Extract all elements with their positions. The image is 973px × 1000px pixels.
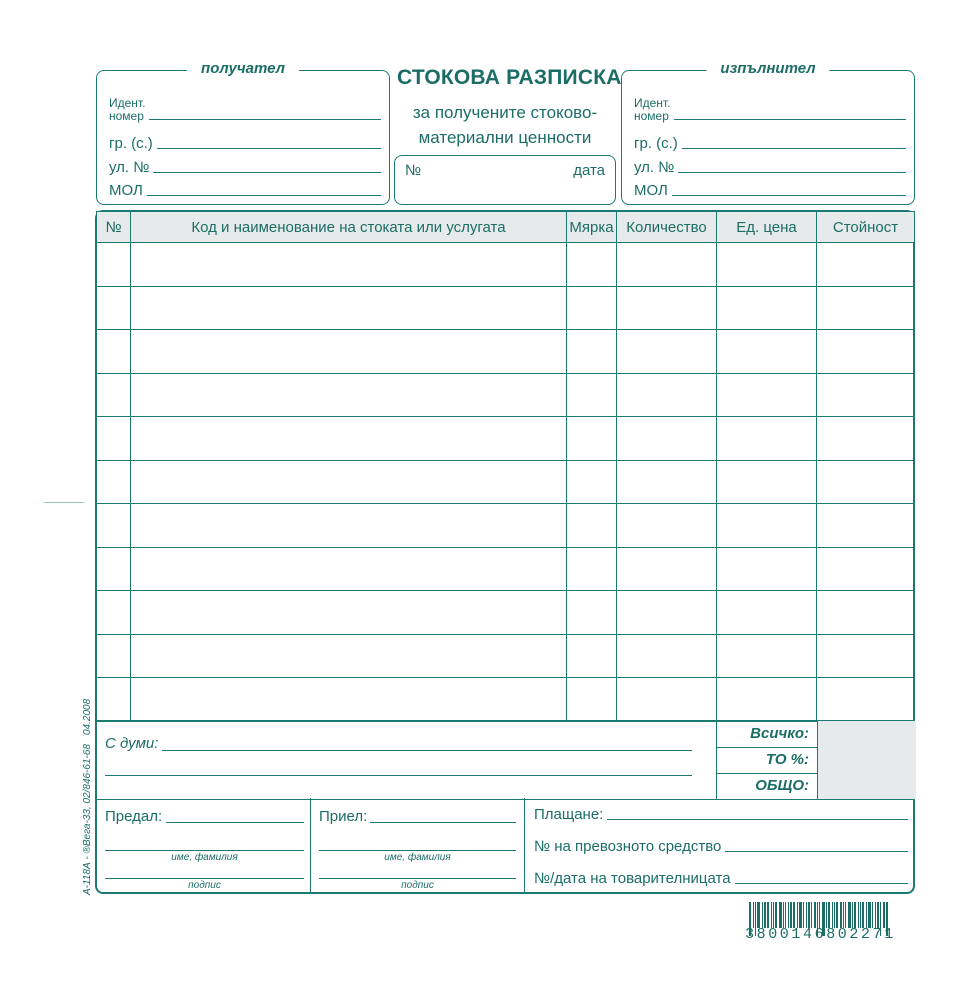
cell-unit-price[interactable]	[717, 243, 817, 287]
words-field-2[interactable]	[105, 775, 692, 776]
summary-section	[96, 720, 914, 800]
handed-label: Предал:	[105, 808, 163, 825]
cell-unit[interactable]	[567, 591, 617, 635]
cell-value[interactable]	[817, 330, 915, 374]
cell-number[interactable]	[97, 678, 131, 722]
barcode-bar	[775, 902, 777, 928]
recipient-box	[96, 60, 390, 205]
col-header-unit-price: Ед. цена	[717, 212, 817, 243]
barcode-bar	[845, 902, 846, 928]
barcode-bar	[753, 902, 754, 928]
cell-unit[interactable]	[567, 504, 617, 548]
table-row	[97, 330, 915, 374]
table-row	[97, 591, 915, 635]
margin-mark	[44, 502, 84, 503]
handed-signature-field[interactable]	[105, 878, 304, 879]
recipient-city-label: гр. (с.)	[109, 135, 153, 152]
barcode-bar	[788, 902, 789, 928]
cell-unit-price[interactable]	[717, 591, 817, 635]
table-row	[97, 678, 915, 722]
barcode-bar	[862, 902, 864, 928]
date-label: дата	[573, 162, 605, 179]
received-name-caption: име, фамилия	[384, 852, 451, 863]
executor-id-label: Идент.	[634, 96, 671, 110]
cell-value[interactable]	[817, 460, 915, 504]
executor-street-field[interactable]	[678, 172, 906, 173]
document-title: СТОКОВА РАЗПИСКА	[397, 66, 622, 89]
barcode-bar	[848, 902, 851, 928]
recipient-street-field[interactable]	[153, 172, 381, 173]
cell-number[interactable]	[97, 634, 131, 678]
table-row	[97, 504, 915, 548]
cell-unit[interactable]	[567, 417, 617, 461]
cell-quantity[interactable]	[617, 373, 717, 417]
handed-signature-caption: подпис	[188, 880, 221, 891]
cell-quantity[interactable]	[617, 547, 717, 591]
table-row	[97, 373, 915, 417]
barcode-bar	[832, 902, 833, 928]
barcode-bar	[834, 902, 835, 928]
barcode-bar	[828, 902, 830, 928]
cell-unit[interactable]	[567, 678, 617, 722]
col-header-number: №	[97, 212, 131, 243]
cell-description[interactable]	[131, 243, 567, 287]
cell-value[interactable]	[817, 678, 915, 722]
barcode-bar	[858, 902, 859, 928]
cell-unit-price[interactable]	[717, 373, 817, 417]
cell-unit-price[interactable]	[717, 286, 817, 330]
handed-field[interactable]	[166, 822, 304, 823]
table-header-row	[97, 212, 915, 243]
barcode-bar	[840, 902, 842, 928]
cell-number[interactable]	[97, 243, 131, 287]
cell-description[interactable]	[131, 591, 567, 635]
executor-legend: изпълнител	[706, 60, 829, 77]
table-row	[97, 634, 915, 678]
executor-city-label: гр. (с.)	[634, 135, 678, 152]
recipient-legend: получател	[187, 60, 299, 77]
executor-mol-label: МОЛ	[634, 182, 668, 199]
col-header-quantity: Количество	[617, 212, 717, 243]
table-row	[97, 286, 915, 330]
barcode-bar	[793, 902, 795, 928]
total-value-field[interactable]	[817, 721, 916, 748]
cell-description[interactable]	[131, 504, 567, 548]
cell-number[interactable]	[97, 417, 131, 461]
recipient-city-field[interactable]	[157, 148, 381, 149]
cell-value[interactable]	[817, 504, 915, 548]
vat-label: ТО %:	[765, 751, 809, 768]
cell-unit-price[interactable]	[717, 417, 817, 461]
cell-unit-price[interactable]	[717, 330, 817, 374]
barcode-bar	[854, 902, 856, 928]
cell-description[interactable]	[131, 678, 567, 722]
barcode-bar	[866, 902, 867, 928]
words-field[interactable]	[162, 750, 692, 751]
cell-value[interactable]	[817, 591, 915, 635]
waybill-label: №/дата на товарителницата	[534, 870, 731, 887]
recipient-street-label: ул. №	[109, 159, 150, 176]
cell-description[interactable]	[131, 634, 567, 678]
executor-mol-field[interactable]	[672, 195, 906, 196]
barcode-bar	[773, 902, 774, 928]
cell-number[interactable]	[97, 591, 131, 635]
cell-unit[interactable]	[567, 286, 617, 330]
cell-quantity[interactable]	[617, 330, 717, 374]
barcode-bar	[877, 902, 879, 928]
cell-number[interactable]	[97, 547, 131, 591]
vehicle-field[interactable]	[725, 851, 908, 852]
cell-number[interactable]	[97, 330, 131, 374]
col-header-description: Код и наименование на стоката или услугата	[131, 212, 567, 243]
cell-description[interactable]	[131, 286, 567, 330]
table-row	[97, 547, 915, 591]
barcode-bar	[803, 902, 804, 928]
barcode-bar	[819, 902, 820, 928]
received-name-field[interactable]	[319, 850, 516, 851]
cell-number[interactable]	[97, 460, 131, 504]
side-code-text: А-118А - ®Вега-33, 02/846-61-68	[82, 744, 93, 895]
total-label: Всичко:	[750, 725, 809, 742]
vehicle-label: № на превозното средство	[534, 838, 722, 855]
cell-description[interactable]	[131, 373, 567, 417]
cell-unit-price[interactable]	[717, 460, 817, 504]
document-subtitle-2: материални ценности	[418, 128, 592, 147]
number-date-box	[394, 155, 616, 205]
barcode-bar	[826, 902, 827, 928]
grand-total-label: ОБЩО:	[755, 777, 809, 794]
cell-unit[interactable]	[567, 460, 617, 504]
barcode-bar	[836, 902, 838, 928]
barcode-bar	[764, 902, 766, 928]
cell-quantity[interactable]	[617, 417, 717, 461]
barcode-bar	[771, 902, 772, 928]
cell-unit[interactable]	[567, 243, 617, 287]
executor-box	[621, 60, 915, 205]
cell-number[interactable]	[97, 373, 131, 417]
col-header-value: Стойност	[817, 212, 915, 243]
barcode-bar	[762, 902, 763, 928]
cell-number[interactable]	[97, 286, 131, 330]
table-row	[97, 243, 915, 287]
side-date-text: 04.2008	[82, 698, 93, 735]
executor-id-field[interactable]	[674, 119, 906, 120]
totals-block	[716, 721, 915, 799]
recipient-id-label: Идент.	[109, 96, 146, 110]
recipient-mol-label: МОЛ	[109, 182, 143, 199]
barcode-bar	[783, 902, 784, 928]
cell-value[interactable]	[817, 286, 915, 330]
cell-value[interactable]	[817, 547, 915, 591]
recipient-id-field[interactable]	[149, 119, 381, 120]
cell-description[interactable]	[131, 417, 567, 461]
cell-value[interactable]	[817, 373, 915, 417]
cell-unit-price[interactable]	[717, 547, 817, 591]
cell-value[interactable]	[817, 417, 915, 461]
barcode-bar	[779, 902, 782, 928]
recipient-mol-field[interactable]	[147, 195, 381, 196]
barcode-bar	[757, 902, 760, 928]
cell-unit[interactable]	[567, 373, 617, 417]
cell-quantity[interactable]	[617, 634, 717, 678]
barcode-bar	[814, 902, 816, 928]
executor-street-label: ул. №	[634, 159, 675, 176]
barcode-bar	[843, 902, 844, 928]
received-signature-caption: подпис	[401, 880, 434, 891]
barcode-bar	[806, 902, 807, 928]
cell-description[interactable]	[131, 460, 567, 504]
cell-unit[interactable]	[567, 330, 617, 374]
number-label: №	[405, 162, 422, 179]
barcode-bar	[797, 902, 798, 928]
cell-unit-price[interactable]	[717, 634, 817, 678]
cell-quantity[interactable]	[617, 591, 717, 635]
table-row	[97, 460, 915, 504]
document-subtitle-1: за получените стоково-	[412, 103, 598, 122]
payment-block	[524, 798, 914, 893]
col-header-unit: Мярка	[567, 212, 617, 243]
recipient-id-label-2: номер	[109, 109, 144, 123]
barcode-bar	[785, 902, 786, 928]
handed-name-caption: име, фамилия	[171, 852, 238, 863]
barcode-bar	[790, 902, 792, 928]
footer-section	[96, 798, 914, 893]
barcode-bar	[811, 902, 812, 928]
cell-description[interactable]	[131, 330, 567, 374]
barcode-bar	[872, 902, 873, 928]
received-field[interactable]	[370, 822, 516, 823]
received-block	[310, 798, 525, 893]
cell-description[interactable]	[131, 547, 567, 591]
cell-unit-price[interactable]	[717, 504, 817, 548]
cell-value[interactable]	[817, 634, 915, 678]
cell-quantity[interactable]	[617, 243, 717, 287]
items-table	[96, 211, 915, 722]
cell-unit-price[interactable]	[717, 678, 817, 722]
cell-quantity[interactable]	[617, 286, 717, 330]
cell-value[interactable]	[817, 243, 915, 287]
waybill-field[interactable]	[735, 883, 908, 884]
barcode-number: 3800146802271	[745, 926, 896, 943]
vat-value-field[interactable]	[817, 747, 916, 774]
barcode-bar	[883, 902, 885, 928]
cell-unit[interactable]	[567, 634, 617, 678]
payment-field[interactable]	[607, 819, 908, 820]
received-label: Приел:	[319, 808, 368, 825]
handed-name-field[interactable]	[105, 850, 304, 851]
cell-number[interactable]	[97, 504, 131, 548]
barcode-bar	[852, 902, 853, 928]
barcode-bar	[875, 902, 876, 928]
received-signature-field[interactable]	[319, 878, 516, 879]
cell-unit[interactable]	[567, 547, 617, 591]
cell-quantity[interactable]	[617, 504, 717, 548]
barcode-bar	[767, 902, 769, 928]
handed-block	[96, 798, 311, 893]
grand-total-value-field[interactable]	[817, 773, 916, 799]
barcode-bar	[808, 902, 810, 928]
table-row	[97, 417, 915, 461]
executor-city-field[interactable]	[682, 148, 906, 149]
barcode-bar	[799, 902, 802, 928]
payment-label: Плащане:	[534, 806, 604, 823]
barcode-bar	[868, 902, 871, 928]
words-label: С думи:	[105, 735, 159, 752]
cell-quantity[interactable]	[617, 460, 717, 504]
executor-id-label-2: номер	[634, 109, 669, 123]
cell-quantity[interactable]	[617, 678, 717, 722]
barcode-bar	[860, 902, 861, 928]
